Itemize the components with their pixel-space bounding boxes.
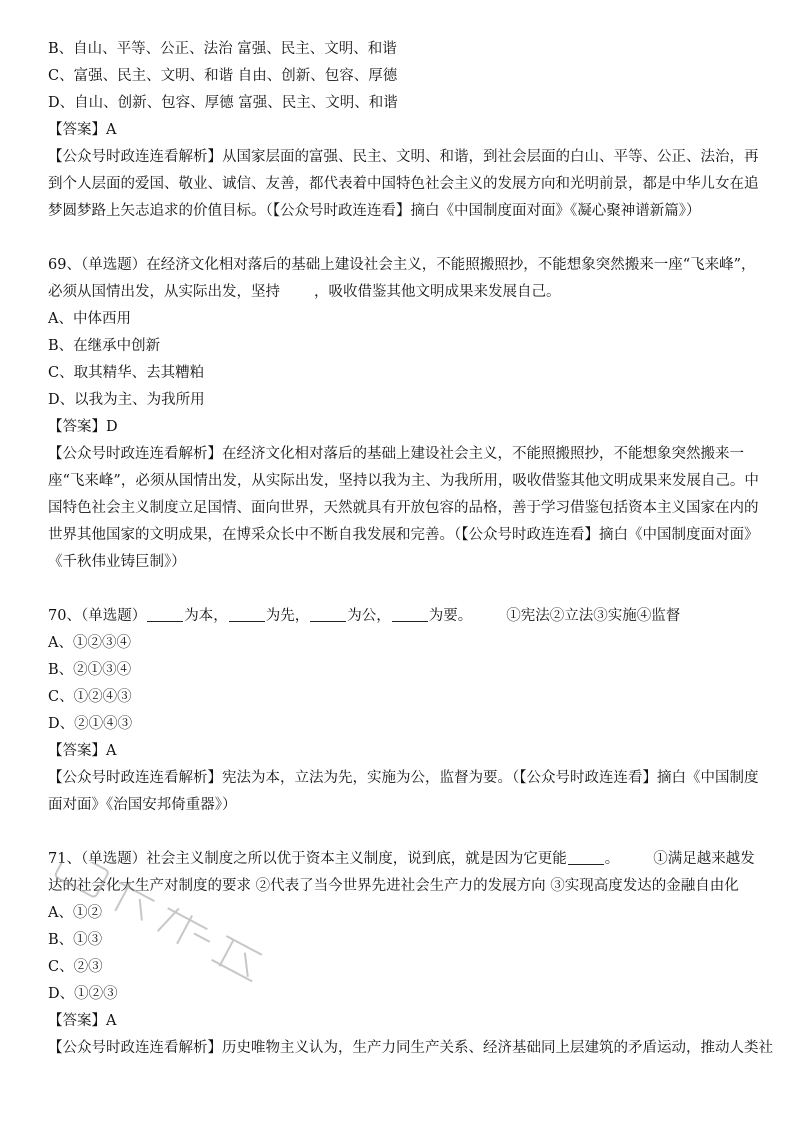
q71-option-d: D、①②③ — [48, 986, 118, 1002]
q70-blank-2 — [229, 607, 265, 622]
q70-seg-2: 为先， — [265, 608, 310, 624]
q69-stem — [48, 252, 760, 306]
q69-option-a: A、中体西用 — [48, 311, 131, 327]
q70-option-b: B、②①③④ — [48, 662, 132, 678]
q69-option-c: C、取其精华、去其糟粕 — [48, 365, 205, 381]
q69-stem-part2: ，吸收借鉴其他文明成果来发展自己。 — [314, 284, 561, 300]
q70-seg-3: 为公， — [347, 608, 391, 624]
q70-option-d: D、②①④③ — [48, 716, 133, 732]
q71-stem-part3: ①满足越来越发达的社会化大生产对制度的要求 ②代表了当今世界先进社会生产力的发展方向 ③实现高度发达的金融自由化 — [48, 851, 755, 894]
q70-blank-1 — [147, 607, 183, 622]
q69-option-d: D、以我为主、为我所用 — [48, 392, 205, 408]
q70-option-a: A、①②③④ — [48, 635, 131, 651]
q71-analysis: 【公众号时政连连看解析】历史唯物主义认为，生产力同生产关系、经济基础同上层建筑的矛盾运动，推动人类社 — [48, 1040, 773, 1056]
q68-answer: 【答案】A — [48, 122, 117, 138]
q69-analysis: 【公众号时政连连看解析】在经济文化相对落后的基础上建设社会主义，不能照搬照抄，不能想象突然搬来一座“飞来峰”，必须从国情出发，从实际出发，坚持以我为主、为我所用，吸收借鉴其他文明成果来发展自己。中国特色社会主义制度立足国情、面向世界，天然就具有开放包容的品格，善于学习借鉴包括资本主义国家在内的世界其他国家的文明成果，在博采众长中不断自我发展和完善。（【公众号时政连连看】摘白《中国制度面对面》《千秋伟业铸巨制》） — [48, 446, 759, 570]
q71-option-a: A、①② — [48, 905, 102, 921]
q69-option-b: B、在继承中创新 — [48, 338, 161, 354]
q70-number: 70、（单选题） — [48, 608, 147, 624]
q70-blank-4 — [392, 607, 428, 622]
q71-option-c: C、②③ — [48, 959, 103, 975]
q68-analysis: 【公众号时政连连看解析】从国家层面的富强、民主、文明、和谐，到社会层面的白山、平等、公正、法治，再到个人层面的爱国、敬业、诚信、友善，都代表着中国特色社会主义的发展方向和光明前景，都是中华儿女在追梦圆梦路上矢志追求的价值目标。（【公众号时政连连看】摘白《中国制度面对面》《凝心聚神谱新篇》） — [48, 149, 759, 219]
q70-blank-3 — [310, 607, 346, 622]
q70-seg-4: 为要。 — [428, 608, 473, 624]
q69-answer: 【答案】D — [48, 419, 118, 435]
q71-stem-part1: 71、（单选题）社会主义制度之所以优于资本主义制度，说到底，就是因为它更能 — [48, 851, 567, 867]
q70-seg-1: 为本， — [184, 608, 228, 624]
document-page — [48, 36, 773, 1062]
q70-stem — [48, 603, 760, 630]
q70-analysis: 【公众号时政连连看解析】宪法为本，立法为先，实施为公，监督为要。（【公众号时政连连看】摘白《中国制度面对面》《治国安邦倚重器》） — [48, 770, 759, 813]
q71-stem-part2: 。 — [604, 851, 620, 867]
q71-blank — [568, 850, 604, 865]
q70-option-c: C、①②④③ — [48, 689, 132, 705]
q68-option-c: C、富强、民主、文明、和谐 自由、创新、包容、厚德 — [48, 68, 398, 84]
q70-answer: 【答案】A — [48, 743, 117, 759]
q71-stem — [48, 846, 760, 900]
q71-option-b: B、①③ — [48, 932, 103, 948]
q70-choices: ①宪法②立法③实施④监督 — [506, 608, 681, 624]
q69-stem-part1: 69、（单选题）在经济文化相对落后的基础上建设社会主义，不能照搬照抄，不能想象突然搬来一座“飞来峰”，必须从国情出发，从实际出发，坚持 — [48, 257, 756, 300]
q68-option-d: D、自山、创新、包容、厚德 富强、民主、文明、和谐 — [48, 95, 398, 111]
q71-answer: 【答案】A — [48, 1013, 117, 1029]
q68-option-b: B、自山、平等、公正、法治 富强、民主、文明、和谐 — [48, 41, 397, 57]
